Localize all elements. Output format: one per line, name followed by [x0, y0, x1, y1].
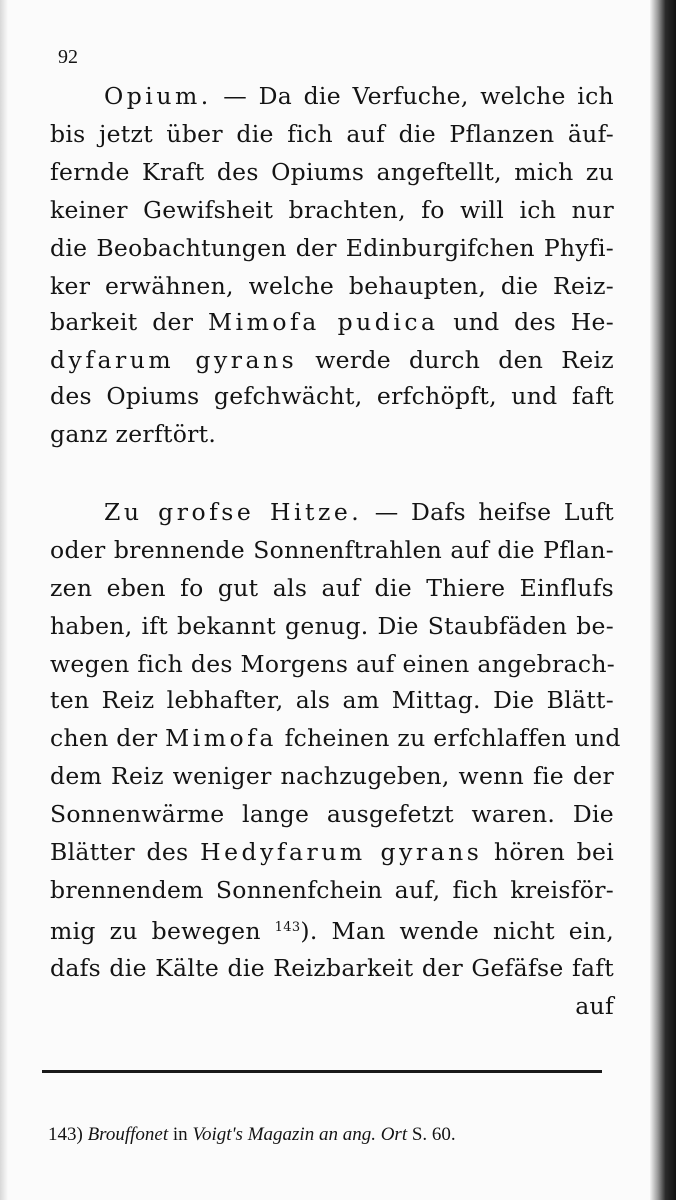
- footnote-work: Voigt's Magazin an ang. Ort: [192, 1124, 408, 1145]
- footnote-page: S. 60.: [407, 1124, 456, 1145]
- section-heading-opium: Opium.: [104, 82, 212, 110]
- text-line: brennendem Sonnenfchein auf, fich kreisför-: [50, 876, 614, 904]
- section-heading-hitze: Zu grofse Hitze.: [104, 498, 363, 526]
- spaced-term: dyfarum gyrans: [50, 346, 298, 374]
- catchword: auf: [575, 992, 614, 1020]
- footnote-reference: 143: [274, 920, 301, 935]
- text-line: dafs die Kälte die Reizbarkeit der Gefäfse faft: [50, 954, 614, 982]
- text-line: fernde Kraft des Opiums angeftellt, mich zu: [50, 158, 614, 186]
- text-line: keiner Gewifsheit brachten, fo will ich nur: [50, 196, 614, 224]
- text-line: mig zu bewegen $^{143}$). Man wende nicht ein,: [50, 917, 614, 945]
- text-line: chen der Mimofa fcheinen zu erfchlaffen und: [50, 724, 621, 752]
- text-line: wegen fich des Morgens auf einen angebrach-: [50, 650, 616, 678]
- text-line: oder brennende Sonnenftrahlen auf die Pflan-: [50, 536, 614, 564]
- text-line: ten Reiz lebhafter, als am Mittag. Die Blätt-: [50, 686, 614, 714]
- text-line: dem Reiz weniger nachzugeben, wenn fie der: [50, 762, 614, 790]
- page-left-edge: [0, 0, 8, 1200]
- text-line: Blätter des Hedyfarum gyrans hören bei: [50, 838, 615, 866]
- text-line: Opium. — Da die Verfuche, welche ich: [104, 82, 614, 110]
- text-line: ganz zerftört.: [50, 420, 217, 448]
- footnote: 143) Brouffonet in Voigt's Magazin an ang. Ort S. 60.: [48, 1124, 456, 1145]
- spaced-term: Mimofa: [165, 724, 277, 752]
- text-line: zen eben fo gut als auf die Thiere Einflufs: [50, 574, 614, 602]
- text-line: haben, ift bekannt genug. Die Staubfäden be-: [50, 612, 614, 640]
- footnote-author: Brouffonet: [87, 1124, 169, 1145]
- page-right-edge-shadow: [650, 0, 676, 1200]
- text-line: Zu grofse Hitze. — Dafs heifse Luft: [104, 498, 614, 526]
- page-number: 92: [58, 46, 78, 68]
- text-line: Sonnenwärme lange ausgefetzt waren. Die: [50, 800, 614, 828]
- text-line: dyfarum gyrans werde durch den Reiz: [50, 346, 614, 374]
- footnote-divider: [42, 1070, 602, 1073]
- spaced-term: Mimofa pudica: [207, 308, 439, 336]
- text-line: bis jetzt über die fich auf die Pflanzen äuf-: [50, 120, 614, 148]
- spaced-term: Hedyfarum gyrans: [200, 838, 483, 866]
- text-line: barkeit der Mimofa pudica und des He-: [50, 308, 614, 336]
- text-line: die Beobachtungen der Edinburgifchen Phyfi-: [50, 234, 614, 262]
- footnote-number: 143): [48, 1124, 83, 1145]
- text-line: des Opiums gefchwächt, erfchöpft, und faft: [50, 382, 614, 410]
- text-line: ker erwähnen, welche behaupten, die Reiz-: [50, 272, 614, 300]
